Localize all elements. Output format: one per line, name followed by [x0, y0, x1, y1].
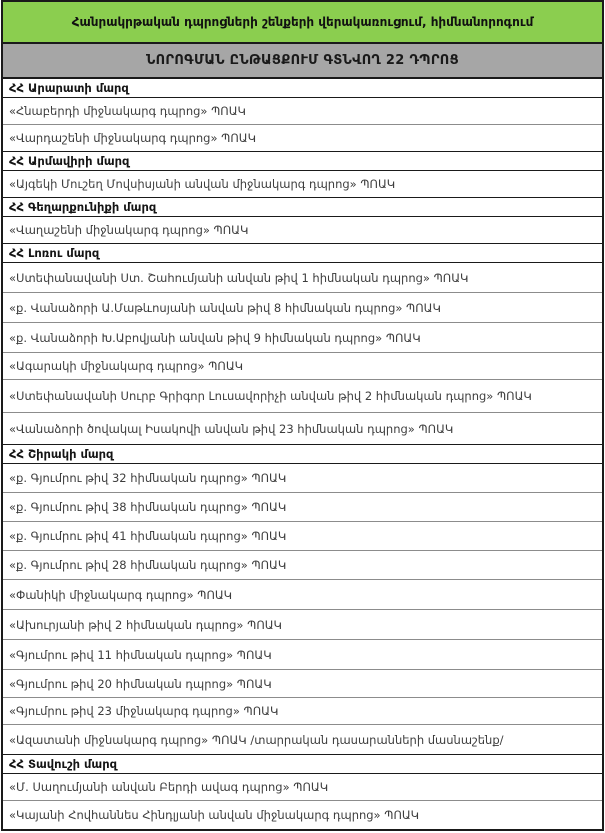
school-row	[3, 353, 602, 380]
school-label: «ք. Վանաձորի Խ.Աբովյանի անվան թիվ 9 հիմնական դպրոց» ՊՈԱԿ	[9, 330, 421, 345]
school-label: «ք. Գյումրու թիվ 38 հիմնական դպրոց» ՊՈԱԿ	[9, 500, 287, 514]
school-row	[3, 698, 602, 725]
school-row	[3, 323, 602, 353]
school-row	[3, 774, 602, 801]
school-label: «Ստեփանավանի Ստ. Շահումյանի անվան թիվ 1 հիմնական դպրոց» ՊՈԱԿ	[9, 270, 469, 285]
school-label: «Ազատանի միջնակարգ դպրոց» ՊՈԱԿ /տարրական դասարանների մասնաշենք/	[9, 732, 504, 747]
school-row	[3, 725, 602, 755]
region-label: ՀՀ Արմավիրի մարզ	[9, 154, 130, 168]
school-label: «Մ. Սաղումյանի անվան Բերդի ավագ դպրոց» ՊՈԱԿ	[9, 780, 329, 794]
region-label: ՀՀ Լոռու մարզ	[9, 246, 100, 260]
region-label: ՀՀ Գեղարքունիքի մարզ	[9, 200, 157, 214]
school-label: «Կայանի Հովհաննես Հինդլյանի անվան միջնակարգ դպրոց» ՊՈԱԿ	[9, 808, 420, 822]
region-label: ՀՀ Տավուշի մարզ	[9, 757, 117, 771]
school-row	[3, 640, 602, 670]
region-row-lori	[3, 243, 602, 263]
school-row	[3, 464, 602, 493]
report-subtitle-bar	[3, 44, 602, 79]
school-label: «Հնաբերդի միջնակարգ դպրոց» ՊՈԱԿ	[9, 104, 246, 118]
school-row	[3, 670, 602, 698]
region-row-ararat	[3, 78, 602, 98]
school-row	[3, 801, 602, 829]
school-label: «Վանաձորի ծովակալ Իսակովի անվան թիվ 23 հիմնական դպրոց» ՊՈԱԿ	[9, 421, 454, 436]
school-label: «Վաղաշենի միջնակարգ դպրոց» ՊՈԱԿ	[9, 223, 249, 237]
school-label: «Վարդաշենի միջնակարգ դպրոց» ՊՈԱԿ	[9, 131, 257, 145]
region-row-tavush	[3, 754, 602, 774]
school-row	[3, 610, 602, 640]
school-row	[3, 263, 602, 293]
report-title: Հանրակրթական դպրոցների շենքերի վերակառուցում, հիմնանորոգում	[71, 14, 534, 29]
school-row	[3, 171, 602, 198]
school-label: «ք. Գյումրու թիվ 32 հիմնական դպրոց» ՊՈԱԿ	[9, 471, 287, 485]
school-label: «Գյումրու թիվ 11 հիմնական դպրոց» ՊՈԱԿ	[9, 647, 272, 662]
school-label: «Այգեկի Մուշեղ Մովսիսյանի անվան միջնակարգ դպրոց» ՊՈԱԿ	[9, 177, 396, 191]
school-row	[3, 580, 602, 610]
school-label: «Գյումրու թիվ 23 միջնակարգ դպրոց» ՊՈԱԿ	[9, 704, 279, 718]
school-label: «Գյումրու թիվ 20 հիմնական դպրոց» ՊՈԱԿ	[9, 676, 272, 691]
school-label: «Ախուրյանի թիվ 2 հիմնական դպրոց» ՊՈԱԿ	[9, 617, 282, 632]
school-label: «Ագարակի միջնակարգ դպրոց» ՊՈԱԿ	[9, 359, 244, 373]
report-title-bar	[3, 2, 602, 44]
region-label: ՀՀ Շիրակի մարզ	[9, 447, 114, 461]
school-row	[3, 380, 602, 413]
school-label: «Փանիկի միջնակարգ դպրոց» ՊՈԱԿ	[9, 587, 233, 602]
school-row	[3, 413, 602, 445]
school-row	[3, 493, 602, 522]
region-row-shirak	[3, 444, 602, 464]
school-label: «ք. Գյումրու թիվ 28 հիմնական դպրոց» ՊՈԱԿ	[9, 558, 287, 572]
region-row-gegharkunik	[3, 197, 602, 217]
school-row	[3, 98, 602, 125]
region-label: ՀՀ Արարատի մարզ	[9, 81, 129, 95]
school-row	[3, 125, 602, 152]
school-label: «ք. Գյումրու թիվ 41 հիմնական դպրոց» ՊՈԱԿ	[9, 529, 287, 543]
school-label: «ք. Վանաձորի Ա.Մաթևոսյանի անվան թիվ 8 հիմնական դպրոց» ՊՈԱԿ	[9, 300, 441, 315]
school-row	[3, 293, 602, 323]
school-row	[3, 551, 602, 580]
report-subtitle: ՆՈՐՈԳՄԱՆ ԸՆԹԱՑՔՈՒՄ ԳՏՆՎՈՂ 22 ԴՊՐՈՑ	[146, 53, 459, 68]
region-row-armavir	[3, 151, 602, 171]
school-row	[3, 522, 602, 551]
schools-table	[1, 0, 604, 831]
school-row	[3, 217, 602, 244]
school-label: «Ստեփանավանի Սուրբ Գրիգոր Լուսավորիչի անվան թիվ 2 հիմնական դպրոց» ՊՈԱԿ	[9, 389, 532, 403]
